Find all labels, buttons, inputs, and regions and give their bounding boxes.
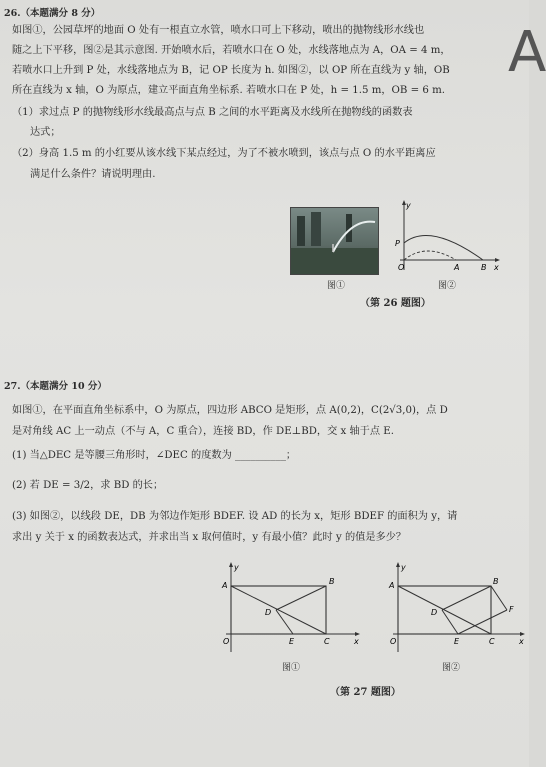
q27f2-E-label: E: [454, 637, 460, 646]
fountain-photo: [290, 207, 379, 275]
q27-caption: （第 27 题图）: [330, 687, 401, 698]
q27-line: (1) 当△DEC 是等腰三角形时，∠DEC 的度数为 __________；: [12, 450, 297, 461]
q26-B-label: B: [481, 263, 487, 272]
q26-O-label: O: [398, 263, 405, 272]
q27f2-A-label: A: [389, 581, 395, 590]
q27f1-x-label: x: [354, 637, 359, 646]
fountain-photo-drawing: [291, 208, 378, 274]
q27-fig1-diagram: [218, 560, 364, 660]
q27f2-D-label: D: [431, 608, 438, 617]
q27f2-x-label: x: [519, 637, 524, 646]
q26-line: 随之上下平移，图②是其示意图. 开始喷水后，若喷水口在 O 处，水线落地点为 A，OA = 4 m，: [12, 45, 451, 56]
q27f2-y-label: y: [401, 563, 406, 572]
q27f2-B-label: B: [493, 577, 499, 586]
q27f1-C-label: C: [324, 637, 330, 646]
q26-header: 26.（本题满分 8 分）: [4, 8, 101, 19]
q27f1-E-label: E: [289, 637, 295, 646]
q27-line: 如图①，在平面直角坐标系中，O 为原点，四边形 ABCO 是矩形，点 A(0,2)，C(2√3,0)，点 D: [12, 405, 448, 416]
q27f1-B-label: B: [329, 577, 335, 586]
margin-letter: A: [508, 20, 546, 85]
q26-caption: （第 26 题图）: [360, 298, 431, 309]
q27-line: 是对角线 AC 上一动点（不与 A，C 重合），连接 BD，作 DE⊥BD，交 x 轴于点 E.: [12, 426, 394, 437]
q26-line: 所在直线为 x 轴，O 为原点，建立平面直角坐标系. 若喷水口在 P 处，h = 1.5 m，OB = 6 m.: [12, 85, 446, 96]
q27-line: (3) 如图②，以线段 DE，DB 为邻边作矩形 BDEF. 设 AD 的长为 x，矩形 BDEF 的面积为 y，请: [12, 511, 458, 522]
q27f2-F-label: F: [509, 605, 514, 614]
q26-P-label: P: [395, 239, 400, 248]
q26-line: （2）身高 1.5 m 的小红要从该水线下某点经过，为了不被水喷到，该点与点 O 的水平距离应: [12, 148, 436, 159]
q26-fig1-label: 图①: [327, 281, 346, 291]
q27-fig2-diagram: [385, 560, 529, 660]
q26-line: 满足什么条件？请说明理由.: [30, 169, 156, 180]
q27-header: 27.（本题满分 10 分）: [4, 381, 107, 392]
q26-y-label: y: [406, 201, 411, 210]
q27f1-A-label: A: [222, 581, 228, 590]
q27-fig2-label: 图②: [442, 663, 461, 673]
q27f2-C-label: C: [489, 637, 495, 646]
q27f1-D-label: D: [265, 608, 272, 617]
q27-line: (2) 若 DE = 3/2，求 BD 的长；: [12, 480, 164, 491]
q26-A-label: A: [454, 263, 460, 272]
q27f2-O-label: O: [390, 637, 397, 646]
q27f1-O-label: O: [223, 637, 230, 646]
q26-line: 如图①，公园草坪的地面 O 处有一根直立水管，喷水口可上下移动，喷出的抛物线形水线也: [12, 25, 425, 36]
q26-x-label: x: [494, 263, 499, 272]
q26-fig2-diagram: [392, 198, 502, 278]
q26-line: （1）求过点 P 的抛物线形水线最高点与点 B 之间的水平距离及水线所在抛物线的函数表: [12, 107, 413, 118]
q27f1-y-label: y: [234, 563, 239, 572]
q26-line: 若喷水口上升到 P 处，水线落地点为 B，记 OP 长度为 h. 如图②，以 OP 所在直线为 y 轴，OB: [12, 65, 450, 76]
q27-fig1-label: 图①: [282, 663, 301, 673]
q26-line: 达式；: [30, 127, 61, 138]
q27-line: 求出 y 关于 x 的函数表达式，并求出当 x 取何值时，y 有最小值？此时 y 的值是多少？: [12, 532, 407, 543]
q26-fig2-label: 图②: [438, 281, 457, 291]
